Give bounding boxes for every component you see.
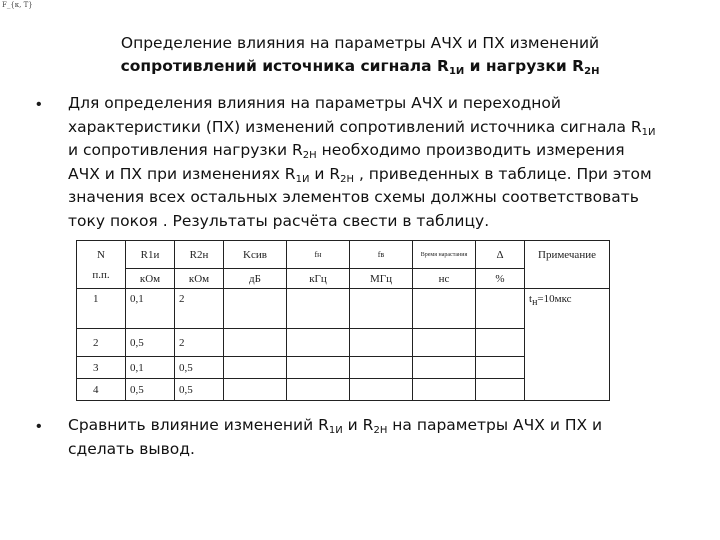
paragraph-1: Для определения влияния на параметры АЧХ и переходной характеристики (ПХ) изменений сопротивлений источника сигнала $R_{1И}$ и сопротивления нагрузки $R_{2Н}$ необходимо производить измерения АЧХ и ПХ при изменениях $R_{1И}$ и $R_{2Н}$ , приведенных в таблице. При этом значения всех остальных элементов схемы должны соответствовать току покоя . Результаты расчёта свести в таблицу. (68, 94, 656, 230)
header-note: Примечание (525, 241, 610, 289)
title-line-2: сопротивлений источника сигнала $R_{1И}$ и нагрузки $R_{2Н}$ (120, 57, 600, 77)
header-fv: fв (350, 241, 413, 269)
header-rise-time: Время нарастания (413, 241, 476, 269)
unit-fv: МГц (350, 269, 413, 289)
bullet-2: • (36, 418, 42, 435)
title-line-1: Определение влияния на параметры АЧХ и ПХ изменений (120, 34, 600, 52)
corner-mark: F_{к, Т} (2, 1, 33, 9)
table-row: 1 0,1 2 $t_н=10мкс$ (77, 289, 610, 329)
header-ksiv: Kсив (224, 241, 287, 269)
unit-rise-time: нс (413, 269, 476, 289)
unit-ksiv: дБ (224, 269, 287, 289)
unit-delta: % (476, 269, 525, 289)
slide-title (60, 32, 660, 78)
table-row: 3 0,1 0,5 (77, 357, 610, 379)
unit-fn: кГц (287, 269, 350, 289)
unit-r1: кОм (126, 269, 175, 289)
header-r2: R2н (175, 241, 224, 269)
header-n: N п.п. (77, 241, 126, 289)
header-fn: fн (287, 241, 350, 269)
note-cell: $t_н=10мкс$ (525, 289, 610, 401)
table-row: 2 0,5 2 (77, 329, 610, 357)
measurement-table (76, 240, 610, 401)
header-r1: R1и (126, 241, 175, 269)
paragraph-2: Сравнить влияние изменений $R_{1И}$ и $R_{2Н}$ на параметры АЧХ и ПХ и сделать вывод. (68, 416, 603, 458)
header-delta: Δ (476, 241, 525, 269)
table-row: 4 0,5 0,5 (77, 379, 610, 401)
bullet-1: • (36, 96, 42, 113)
unit-r2: кОм (175, 269, 224, 289)
